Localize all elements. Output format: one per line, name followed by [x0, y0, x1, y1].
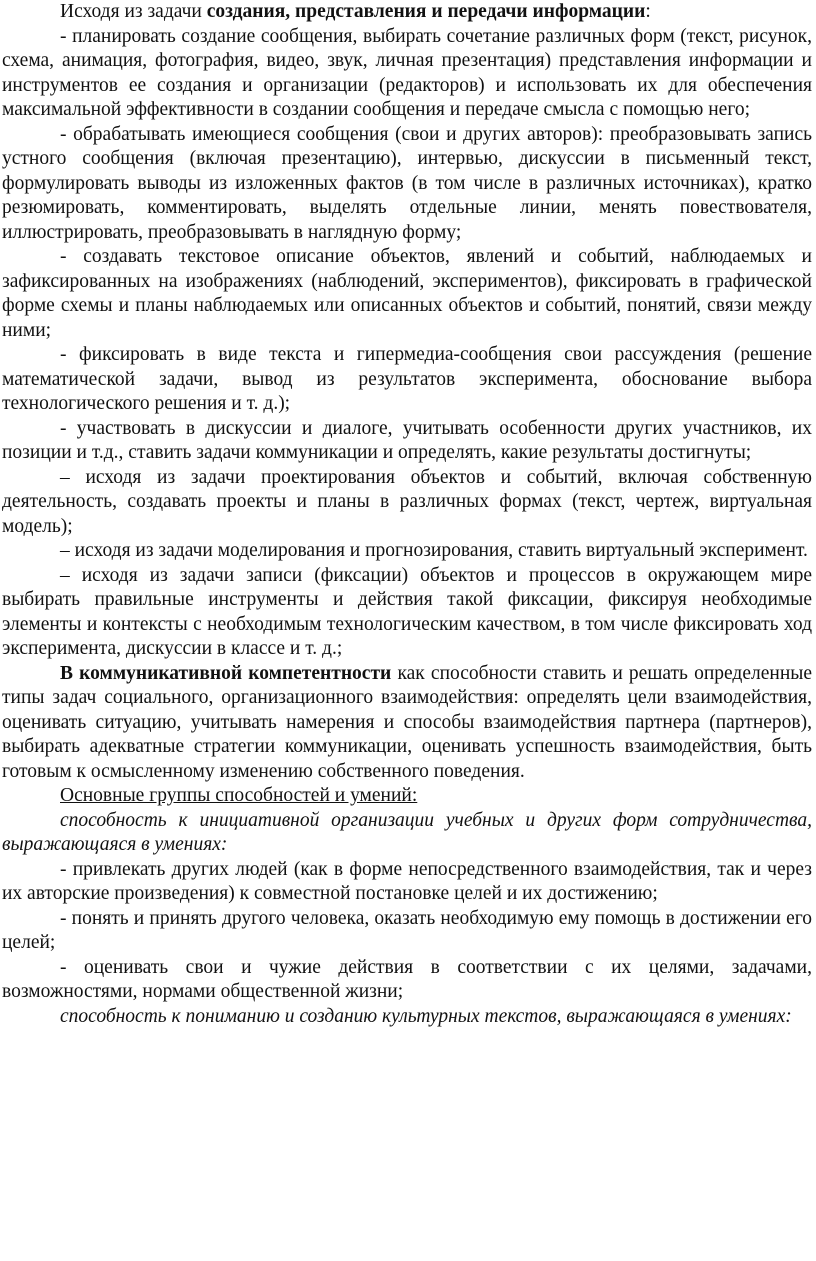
intro-paragraph [2, 0, 812, 25]
ability-heading: способность к пониманию и созданию культурных текстов, выражающаяся в умениях: [60, 1005, 792, 1027]
list-item: - планировать создание сообщения, выбирать сочетание различных форм (текст, рисунок, схема, анимация, фотография, видео, звук, личная презентация) представления информации и инструментов ее создания и организации (редакторов) и использовать их для обеспечения максимальной эффективности в создании сообщения и передаче смысла с помощью него; [2, 25, 812, 120]
list-item: - создавать текстовое описание объектов, явлений и событий, наблюдаемых и зафиксированных на изображениях (наблюдений, экспериментов), фиксировать в графической форме схемы и планы наблюдаемых или описанных объектов и событий, понятий, связи между ними; [2, 246, 812, 341]
list-item: - фиксировать в виде текста и гипермедиа-сообщения свои рассуждения (решение математической задачи, вывод из результатов эксперимента, обоснование выбора технологического решения и т. д.); [2, 344, 812, 414]
list-item: - обрабатывать имеющиеся сообщения (свои и других авторов): преобразовывать запись устного сообщения (включая презентацию), интервью, дискуссии в письменный текст, формулировать выводы из изложенных фактов (в том числе в различных источниках), кратко резюмировать, комментировать, выделять отдельные линии, менять повествователя, иллюстрировать, преобразовывать в наглядную форму; [2, 123, 812, 243]
groups-heading: Основные группы способностей и умений: [60, 785, 418, 806]
groups-heading-paragraph [2, 784, 812, 809]
list-item: – исходя из задачи проектирования объектов и событий, включая собственную деятельность, создавать проекты и планы в различных формах (текст, чертеж, виртуальная модель); [2, 466, 812, 537]
ability-heading: способность к инициативной организации учебных и других форм сотрудничества, выражающаяся в умениях: [2, 809, 812, 855]
communicative-competence-text: как способности ставить и решать определенные типы задач социального, организационного взаимодействия: определять цели взаимодействия, оценивать ситуацию, учитывать намерения и способы взаимодействия партнера (партнеров), выбирать адекватные стратегии коммуникации, оценивать успешность взаимодействия, быть готовым к осмысленному изменению собственного поведения. [2, 662, 813, 782]
list-item: – исходя из задачи моделирования и прогнозирования, ставить виртуальный эксперимент. [60, 540, 808, 561]
intro-colon: : [645, 1, 651, 22]
list-item: – исходя из задачи записи (фиксации) объектов и процессов в окружающем мире выбирать правильные инструменты и действия такой фиксации, фиксируя необходимые элементы и контексты с необходимым технологическим качеством, в том числе фиксировать ход эксперимента, дискуссии в классе и т. д.; [2, 564, 812, 659]
communicative-competence-paragraph [2, 662, 812, 785]
intro-text: Исходя из задачи [60, 1, 207, 22]
communicative-competence-heading: В коммуникативной компетентности [60, 662, 392, 684]
intro-bold-phrase: создания, представления и передачи информации [206, 1, 646, 22]
list-item: - участвовать в дискуссии и диалоге, учитывать особенности других участников, их позиции и т.д., ставить задачи коммуникации и определять, какие результаты достигнуты; [2, 417, 812, 463]
list-item: - понять и принять другого человека, оказать необходимую ему помощь в достижении его целей; [2, 907, 812, 953]
list-item: - привлекать других людей (как в форме непосредственного взаимодействия, так и через их авторские произведения) к совместной постановке целей и их достижению; [2, 858, 812, 904]
list-item: - оценивать свои и чужие действия в соответствии с их целями, задачами, возможностями, нормами общественной жизни; [2, 956, 812, 1002]
